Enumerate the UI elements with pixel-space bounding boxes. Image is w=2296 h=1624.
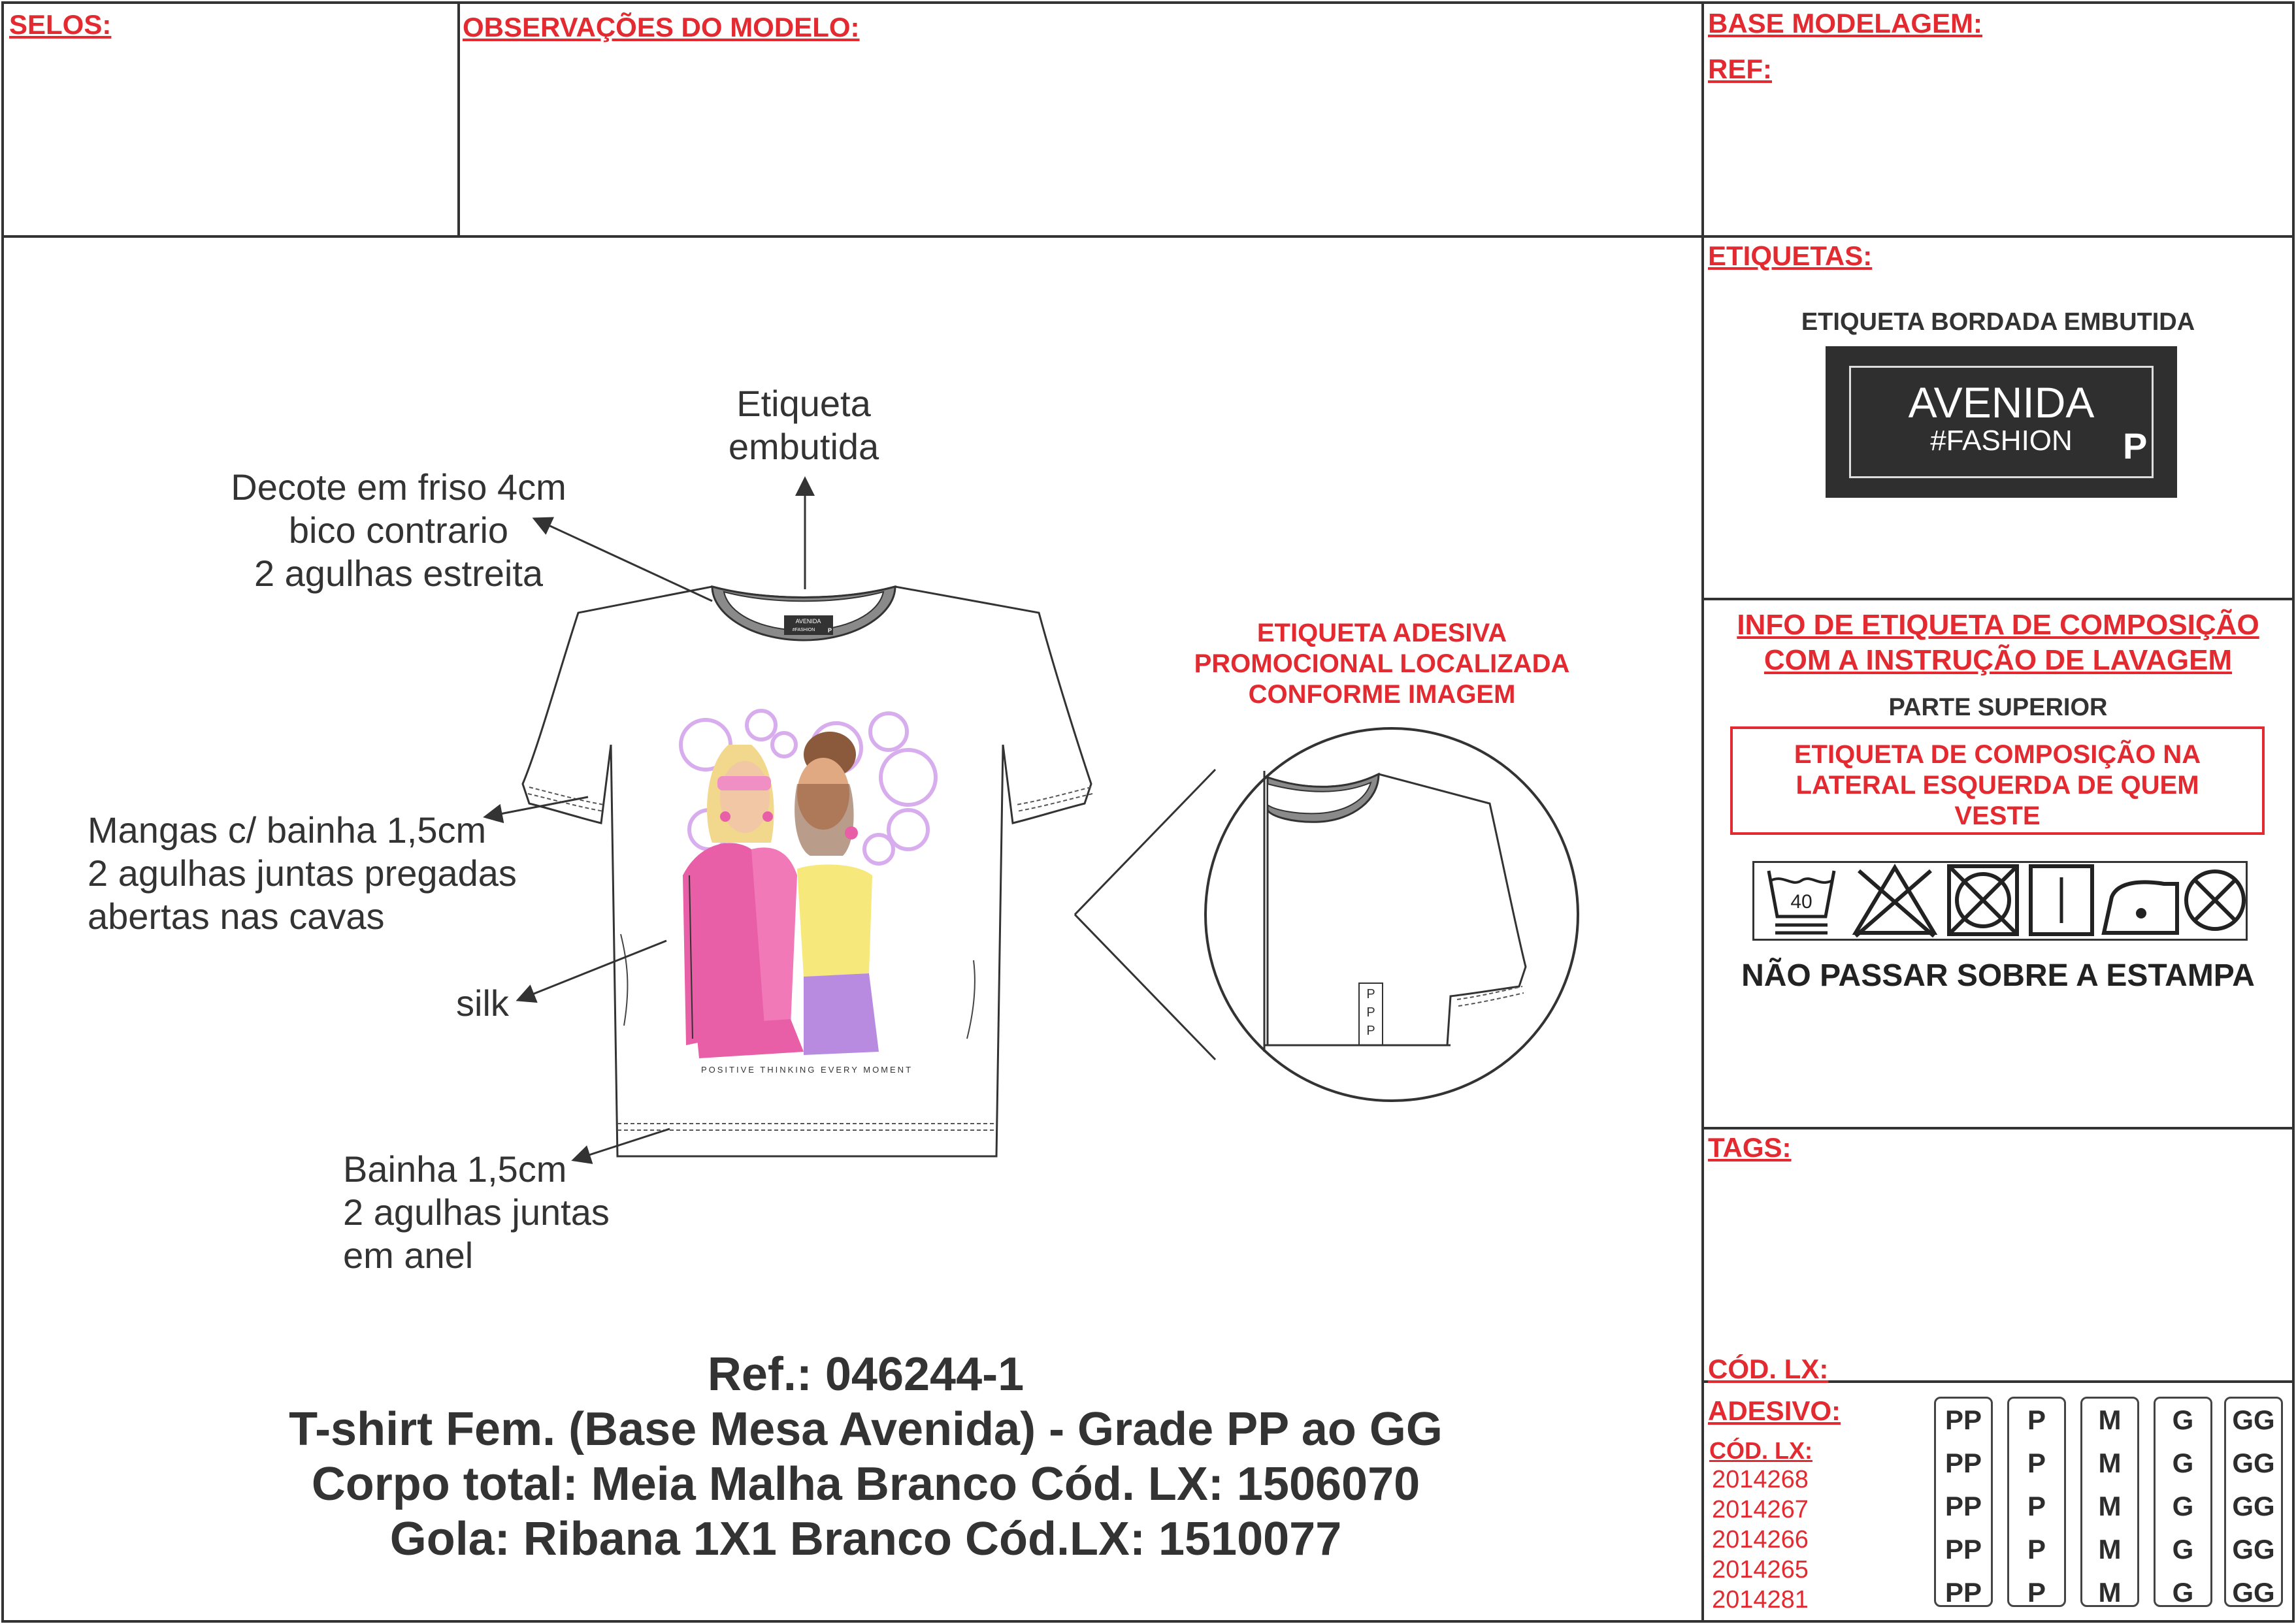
size-cell: M [2098,1448,2122,1478]
selos-label: SELOS: [9,9,112,40]
neck-label-size: P [828,627,832,634]
ref-line: T-shirt Fem. (Base Mesa Avenida) - Grade PP ao GG [289,1403,1443,1455]
print-slogan: POSITIVE THINKING EVERY MOMENT [700,1065,913,1075]
composicao-divider [1701,598,2295,600]
annotation-line: CONFORME IMAGEM [1248,680,1516,709]
tags-label: TAGS: [1708,1132,1792,1163]
size-cell: P [2027,1534,2046,1565]
ref-number: Ref.: 046244-1 [707,1348,1025,1401]
adesivo-code: 2014266 [1712,1526,1809,1553]
wash-temp: 40 [1790,891,1812,913]
no-dry-clean-icon [2179,861,2251,939]
ref-block [163,1347,1568,1567]
sticker-letters [1359,985,1383,1040]
nao-passar-warning: NÃO PASSAR SOBRE A ESTAMPA [1741,958,2255,993]
size-cell: P [2027,1448,2046,1478]
annotation-line: Etiqueta [736,383,871,424]
adesivo-code: 2014267 [1712,1496,1809,1523]
annotation-etiqueta-adesiva [1163,618,1601,710]
composicao-box-line: ETIQUETA DE COMPOSIÇÃO NA [1794,740,2201,769]
composicao-title-line: INFO DE ETIQUETA DE COMPOSIÇÃO [1737,609,2259,641]
annotation-mangas [88,809,517,938]
size-column-pp [1934,1397,1993,1607]
size-cell: G [2172,1491,2194,1521]
line-dry-icon [2025,861,2097,939]
adesivo-label: ADESIVO: [1708,1395,1841,1426]
annotation-etiqueta-embutida [699,382,908,468]
size-cell: PP [1944,1491,1982,1521]
sticker-letter-1: P [1366,987,1375,1001]
annotation-line: 2 agulhas juntas [343,1192,610,1233]
size-cell: G [2172,1534,2194,1565]
size-cell: G [2172,1577,2194,1608]
composicao-title [1701,608,2295,678]
size-cell: GG [2232,1534,2275,1565]
size-cell: PP [1944,1577,1982,1608]
size-cell: M [2098,1491,2122,1521]
annotation-bainha [343,1148,610,1277]
adesivo-cod-lx-label: CÓD. LX: [1709,1437,1812,1464]
etiquetas-label: ETIQUETAS: [1708,240,1873,271]
size-cell: GG [2232,1491,2275,1521]
size-cell: GG [2232,1448,2275,1478]
brand-label-sub: #FASHION [1930,425,2073,457]
annotation-silk: silk [456,983,509,1024]
composicao-box-line: LATERAL ESQUERDA DE QUEM [1796,771,2199,800]
annotation-line: em anel [343,1235,474,1276]
sticker-letter-3: P [1366,1024,1375,1038]
neck-label-brand: AVENIDA [795,618,821,625]
sticker-letter-2: P [1366,1005,1375,1020]
annotation-line: 2 agulhas juntas pregadas [88,853,517,894]
ref-label: REF: [1708,54,1772,84]
size-cell: GG [2232,1405,2275,1435]
size-cell: PP [1944,1448,1982,1478]
wash-40-icon [1765,864,1837,937]
iron-low-icon [2099,861,2184,939]
size-column-p [2007,1397,2066,1607]
ref-line: Gola: Ribana 1X1 Branco Cód.LX: 1510077 [389,1513,1342,1565]
brand-label-size: P [2123,425,2148,466]
size-cell: P [2027,1405,2046,1435]
size-cell: M [2098,1405,2122,1435]
size-cell: P [2027,1491,2046,1521]
parte-superior-label: PARTE SUPERIOR [1888,694,2108,721]
size-cell: M [2098,1577,2122,1608]
right-column-divider [1701,1,1704,1623]
adesivo-code: 2014268 [1712,1466,1809,1493]
observacoes-label: OBSERVAÇÕES DO MODELO: [463,12,860,42]
size-cell: G [2172,1405,2194,1435]
adesivo-codes [1712,1465,1809,1615]
size-column-gg [2224,1397,2283,1607]
annotation-line: Bainha 1,5cm [343,1148,567,1190]
brand-label [1826,346,2177,498]
size-cell: G [2172,1448,2194,1478]
annotation-line: bico contrario [288,510,509,551]
no-bleach-icon [1849,861,1941,939]
annotation-line: ETIQUETA ADESIVA [1256,619,1507,647]
size-column-g [2154,1397,2212,1607]
etiquetas-divider [1701,235,2295,238]
size-cell: P [2027,1577,2046,1608]
size-cell: PP [1944,1405,1982,1435]
no-tumble-dry-icon [1944,861,2022,939]
neck-label-sub: #FASHION [792,628,815,632]
ref-line: Corpo total: Meia Malha Branco Cód. LX: 1506070 [311,1458,1420,1510]
annotation-line: Mangas c/ bainha 1,5cm [88,809,487,851]
size-cell: PP [1944,1534,1982,1565]
size-cell: GG [2232,1577,2275,1608]
composicao-title-line: COM A INSTRUÇÃO DE LAVAGEM [1763,644,2233,676]
annotation-line: abertas nas cavas [88,896,385,937]
annotation-decote [196,466,601,595]
etiqueta-bordada-title: ETIQUETA BORDADA EMBUTIDA [1801,308,2195,336]
tags-cod-lx-label: CÓD. LX: [1708,1354,1829,1384]
adesivo-code: 2014281 [1712,1586,1809,1614]
base-modelagem-label: BASE MODELAGEM: [1708,8,1982,39]
annotation-line: embutida [728,426,879,467]
adesivo-code: 2014265 [1712,1556,1809,1583]
annotation-line: 2 agulhas estreita [254,553,544,594]
annotation-line: Decote em friso 4cm [231,466,566,508]
size-cell: M [2098,1534,2122,1565]
size-column-m [2080,1397,2139,1607]
composicao-box-line: VESTE [1954,802,2041,830]
annotation-line: PROMOCIONAL LOCALIZADA [1194,649,1570,678]
tags-divider [1701,1127,2295,1129]
brand-label-name: AVENIDA [1908,378,2095,427]
composicao-box [1730,726,2265,835]
